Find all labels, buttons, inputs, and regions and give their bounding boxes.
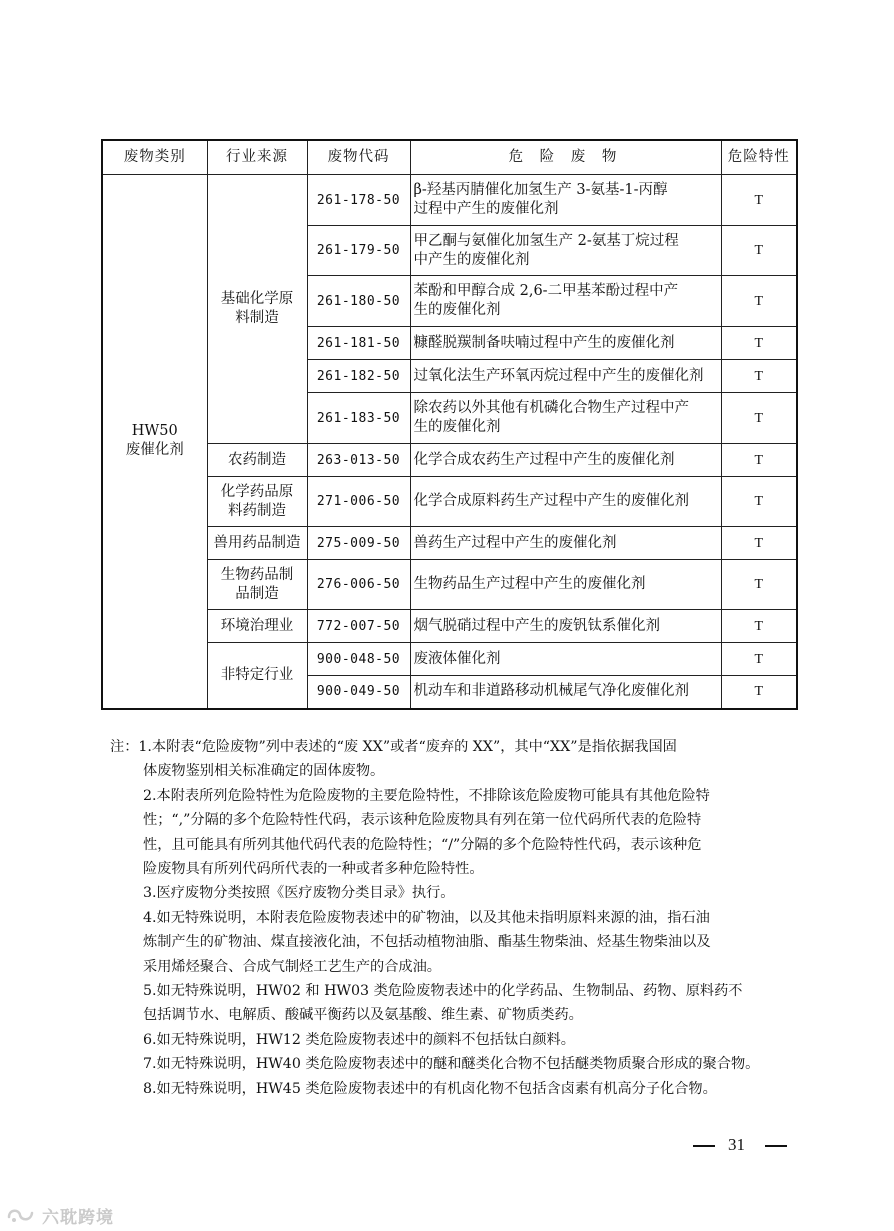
waste-description-line: 生的废催化剂 xyxy=(413,419,501,435)
page-number-text: 31 xyxy=(728,1135,745,1154)
header-waste-code: 废物代码 xyxy=(307,140,410,175)
waste-description xyxy=(410,643,721,676)
note-item xyxy=(110,784,790,882)
hazardous-waste-table xyxy=(101,139,798,710)
note-line: 体废物鉴别相关标准确定的固体废物。 xyxy=(143,763,385,780)
waste-code: 900-049-50 xyxy=(307,676,410,709)
header-hazardous-waste: 危 险 废 物 xyxy=(410,140,721,175)
waste-code: 900-048-50 xyxy=(307,643,410,676)
industry-cell xyxy=(207,477,307,527)
waste-description xyxy=(410,477,721,527)
industry-cell xyxy=(207,610,307,643)
hazard-property: T xyxy=(721,643,797,676)
waste-description-line: 除农药以外其他有机磷化合物生产过程中产 xyxy=(413,400,689,416)
waste-description xyxy=(410,444,721,477)
industry-cell xyxy=(207,175,307,444)
waste-code: 261-182-50 xyxy=(307,360,410,393)
notes-label: 注： xyxy=(110,739,139,755)
industry-label-line: 环境治理业 xyxy=(220,617,294,634)
industry-label-line: 生物药品制 xyxy=(220,566,294,583)
note-item xyxy=(110,1077,790,1101)
hazard-property: T xyxy=(721,610,797,643)
note-line: 8.如无特殊说明，HW45 类危险废物表述中的有机卤化物不包括含卤素有机高分子化合物。 xyxy=(143,1080,717,1097)
waste-description xyxy=(410,610,721,643)
note-line: 5.如无特殊说明，HW02 和 HW03 类危险废物表述中的化学药品、生物制品、药物、原料药不 xyxy=(143,983,743,1000)
industry-label-line: 基础化学原 xyxy=(220,291,294,307)
waste-description-line: 甲乙酮与氨催化加氢生产 2-氨基丁烷过程 xyxy=(413,232,679,249)
waste-code: 275-009-50 xyxy=(307,527,410,560)
waste-description-line: 过程中产生的废催化剂 xyxy=(413,201,559,217)
waste-description xyxy=(410,175,721,226)
table-notes xyxy=(110,735,790,1101)
industry-cell xyxy=(207,560,307,610)
waste-description-line: 废液体催化剂 xyxy=(413,650,501,667)
hazard-property: T xyxy=(721,327,797,360)
note-item xyxy=(110,881,790,905)
waste-description-line: 烟气脱硝过程中产生的废钒钛系催化剂 xyxy=(413,617,660,634)
table-row xyxy=(102,610,797,643)
waste-description-line: 中产生的废催化剂 xyxy=(413,251,530,268)
waste-description xyxy=(410,393,721,444)
page-number xyxy=(693,1134,789,1158)
waste-description-line: 机动车和非道路移动机械尾气净化废催化剂 xyxy=(413,683,689,700)
waste-description-line: 生物药品生产过程中产生的废催化剂 xyxy=(413,576,646,592)
waste-description xyxy=(410,360,721,393)
waste-code: 263-013-50 xyxy=(307,444,410,477)
note-line: 包括调节水、电解质、酸碱平衡药以及氨基酸、维生素、矿物质类药。 xyxy=(143,1007,583,1024)
industry-label-line: 料制造 xyxy=(235,310,279,326)
hazard-property: T xyxy=(721,226,797,276)
header-industry-source: 行业来源 xyxy=(207,140,307,175)
waste-code: 271-006-50 xyxy=(307,477,410,527)
hazard-property: T xyxy=(721,477,797,527)
watermark xyxy=(6,1203,114,1227)
category-name: 废催化剂 xyxy=(125,442,184,459)
waste-code: 276-006-50 xyxy=(307,560,410,610)
note-line: 6.如无特殊说明，HW12 类危险废物表述中的颜料不包括钛白颜料。 xyxy=(143,1031,575,1048)
note-line: 注：1.本附表“危险废物”列中表述的“废 XX”或者“废弃的 XX”，其中“XX”是指依据我国固 xyxy=(110,739,677,755)
note-line: 4.如无特殊说明，本附表危险废物表述中的矿物油，以及其他未指明原料来源的油，指石油 xyxy=(143,909,710,926)
waste-code: 772-007-50 xyxy=(307,610,410,643)
waste-description xyxy=(410,276,721,327)
waste-description-line: 兽药生产过程中产生的废催化剂 xyxy=(413,534,617,551)
waste-category-cell xyxy=(102,175,207,709)
header-hazard-property: 危险特性 xyxy=(721,140,797,175)
hazard-property: T xyxy=(721,444,797,477)
industry-label-line: 化学药品原 xyxy=(220,483,294,500)
waste-description xyxy=(410,527,721,560)
waste-description-line: 过氧化法生产环氧丙烷过程中产生的废催化剂 xyxy=(413,367,704,384)
note-line: 3.医疗废物分类按照《医疗废物分类目录》执行。 xyxy=(143,885,455,902)
waste-description-line: 化学合成原料药生产过程中产生的废催化剂 xyxy=(413,493,689,509)
note-item xyxy=(110,1052,790,1076)
industry-label-line: 兽用药品制造 xyxy=(213,534,301,551)
table-row xyxy=(102,444,797,477)
watermark-text: 六耽跨境 xyxy=(42,1207,114,1228)
industry-cell xyxy=(207,527,307,560)
note-item xyxy=(110,906,790,979)
waste-description xyxy=(410,676,721,709)
waste-code: 261-181-50 xyxy=(307,327,410,360)
hazard-property: T xyxy=(721,175,797,226)
note-line: 2.本附表所列危险特性为危险废物的主要危险特性，不排除该危险废物可能具有其他危险特 xyxy=(143,787,710,804)
category-code: HW50 xyxy=(131,423,178,440)
note-item xyxy=(110,735,790,784)
waste-description-line: 生的废催化剂 xyxy=(413,302,501,318)
waste-description-line: β-羟基丙腈催化加氢生产 3-氨基-1-丙醇 xyxy=(413,182,668,198)
industry-label-line: 农药制造 xyxy=(228,451,286,468)
hazard-property: T xyxy=(721,676,797,709)
note-line: 采用烯烃聚合、合成气制烃工艺生产的合成油。 xyxy=(143,958,441,975)
waste-code: 261-183-50 xyxy=(307,393,410,444)
industry-cell xyxy=(207,444,307,477)
note-item xyxy=(110,1028,790,1052)
table-row xyxy=(102,527,797,560)
page-number-dash xyxy=(693,1145,715,1147)
page-number-dash xyxy=(765,1145,787,1147)
waste-description-line: 化学合成农药生产过程中产生的废催化剂 xyxy=(413,451,675,468)
waste-description xyxy=(410,226,721,276)
hazard-property: T xyxy=(721,360,797,393)
hazard-property: T xyxy=(721,276,797,327)
waste-code: 261-178-50 xyxy=(307,175,410,226)
note-line: 性；“,”分隔的多个危险特性代码，表示该种危险废物具有列在第一位代码所代表的危险特 xyxy=(143,812,702,829)
waste-description xyxy=(410,560,721,610)
note-line: 性，且可能具有所列其他代码代表的危险特性；“/”分隔的多个危险特性代码，表示该种危 xyxy=(143,836,702,853)
hazard-property: T xyxy=(721,527,797,560)
note-item xyxy=(110,979,790,1028)
table-row xyxy=(102,560,797,610)
industry-label-line: 品制造 xyxy=(235,585,279,602)
hazard-property: T xyxy=(721,393,797,444)
table-header-row xyxy=(102,140,797,175)
table-row xyxy=(102,175,797,226)
waste-description-line: 糠醛脱羰制备呋喃过程中产生的废催化剂 xyxy=(413,334,675,351)
header-waste-category: 废物类别 xyxy=(102,140,207,175)
industry-cell xyxy=(207,643,307,709)
table-row xyxy=(102,477,797,527)
waste-description xyxy=(410,327,721,360)
industry-label-line: 料药制造 xyxy=(228,502,286,519)
note-line: 炼制产生的矿物油、煤直接液化油，不包括动植物油脂、酯基生物柴油、烃基生物柴油以及 xyxy=(143,934,711,951)
industry-label-line: 非特定行业 xyxy=(220,666,294,683)
watermark-logo-icon xyxy=(6,1205,36,1225)
waste-description-line: 苯酚和甲醇合成 2,6-二甲基苯酚过程中产 xyxy=(413,283,679,299)
table-row xyxy=(102,643,797,676)
hazard-property: T xyxy=(721,560,797,610)
waste-code: 261-179-50 xyxy=(307,226,410,276)
waste-code: 261-180-50 xyxy=(307,276,410,327)
note-line: 险废物具有所列代码所代表的一种或者多种危险特性。 xyxy=(143,861,484,878)
note-line: 7.如无特殊说明，HW40 类危险废物表述中的醚和醚类化合物不包括醚类物质聚合形成的聚合物。 xyxy=(143,1056,760,1073)
